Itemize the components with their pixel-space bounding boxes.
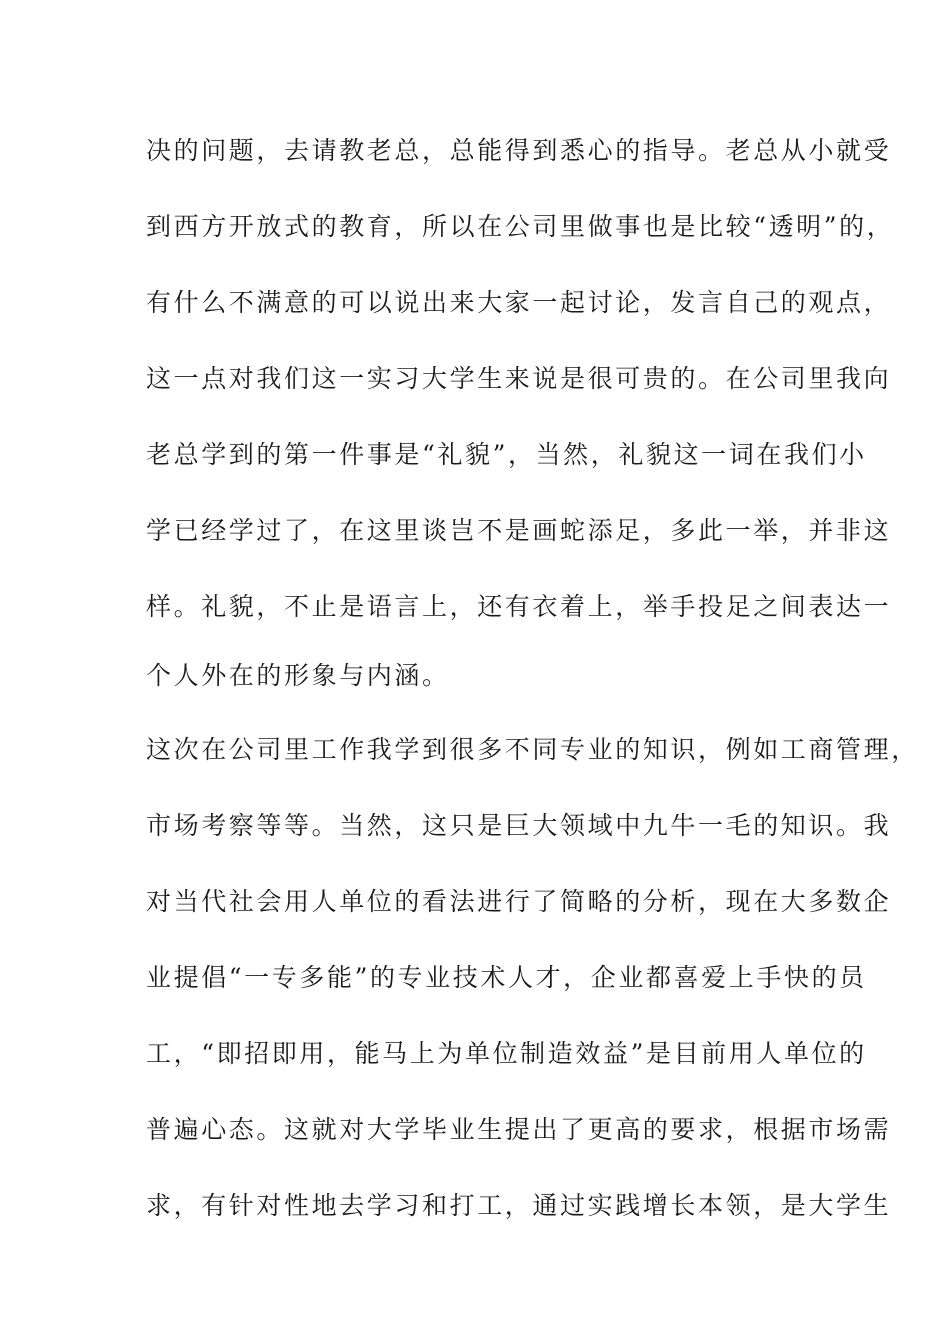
- text-line: 求，有针对性地去学习和打工，通过实践增长本领，是大学生: [146, 1191, 892, 1220]
- text-line: 样。礼貌，不止是语言上，还有衣着上，举手投足之间表达一: [146, 592, 892, 621]
- text-line: 业提倡“一专多能”的专业技术人才，企业都喜爱上手快的员: [146, 963, 867, 992]
- text-line: 决的问题，去请教老总，总能得到悉心的指导。老总从小就受: [146, 136, 892, 165]
- text-line: 学已经学过了，在这里谈岂不是画蛇添足，多此一举，并非这: [146, 516, 892, 545]
- text-line: 老总学到的第一件事是“礼貌”，当然，礼貌这一词在我们小: [146, 440, 867, 469]
- text-line: 普遍心态。这就对大学毕业生提出了更高的要求，根据市场需: [146, 1115, 892, 1144]
- text-line: 个人外在的形象与内涵。: [146, 661, 450, 690]
- text-line: 到西方开放式的教育，所以在公司里做事也是比较“透明”的，: [146, 212, 895, 241]
- text-line: 这一点对我们这一实习大学生来说是很可贵的。在公司里我向: [146, 364, 892, 393]
- text-line: 市场考察等等。当然，这只是巨大领域中九牛一毛的知识。我: [146, 811, 892, 840]
- text-line: 对当代社会用人单位的看法进行了简略的分析，现在大多数企: [146, 887, 892, 916]
- text-line: 工，“即招即用，能马上为单位制造效益”是目前用人单位的: [146, 1039, 867, 1068]
- text-line: 有什么不满意的可以说出来大家一起讨论，发言自己的观点，: [146, 288, 892, 317]
- text-line: 这次在公司里工作我学到很多不同专业的知识，例如工商管理，: [146, 735, 919, 764]
